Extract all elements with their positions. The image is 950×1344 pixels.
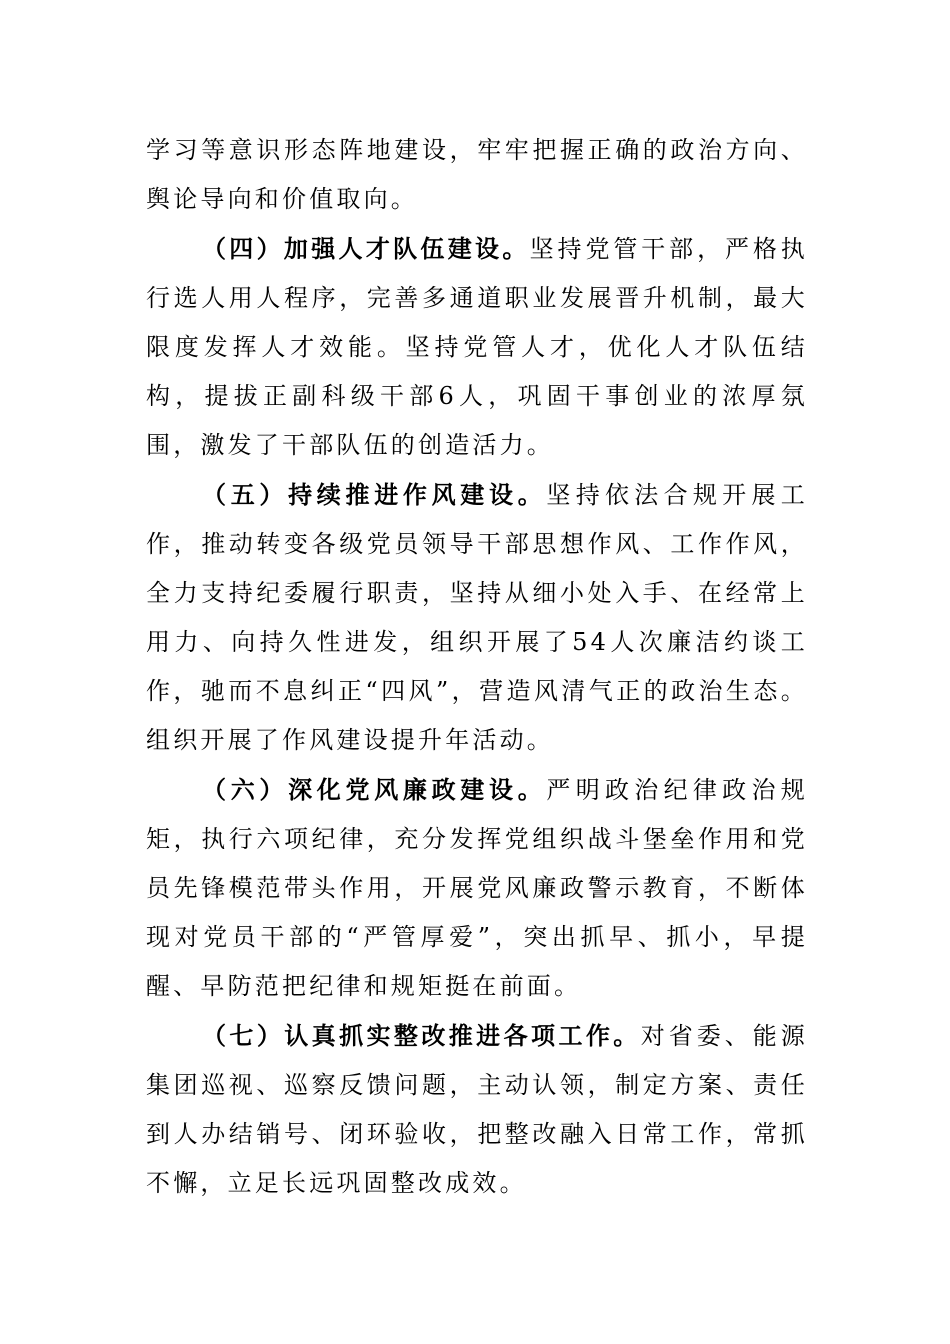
- paragraph-text: 学习等意识形态阵地建设，牢牢把握正确的政治方向、舆论导向和价值取向。: [146, 136, 808, 213]
- paragraph-text: 对省委、能源集团巡视、巡察反馈问题，主动认领，制定方案、责任到人办结销号、闭环验收，把整改融入日常工作，常抓不懈，立足长远巩固整改成效。: [146, 1022, 808, 1197]
- paragraph-talent-team: [146, 224, 808, 470]
- section-heading: （五）持续推进作风建设。: [202, 480, 547, 509]
- paragraph-text: 严明政治纪律政治规矩，执行六项纪律，充分发挥党组织战斗堡垒作用和党员先锋模范带头作用，开展党风廉政警示教育，不断体现对党员干部的“严管厚爱”，突出抓早、抓小，早提醒、早防范把纪律和规矩挺在前面。: [146, 776, 808, 1000]
- paragraph-continuation: [146, 126, 808, 224]
- paragraph-rectification: [146, 1011, 808, 1208]
- section-heading: （四）加强人才队伍建设。: [202, 234, 530, 263]
- section-heading: （六）深化党风廉政建设。: [202, 775, 547, 804]
- paragraph-text: 坚持党管干部，严格执行选人用人程序，完善多通道职业发展晋升机制，最大限度发挥人才效能。坚持党管人才，优化人才队伍结构，提拔正副科级干部6人，巩固干事创业的浓厚氛围，激发了干部队伍的创造活力。: [146, 235, 808, 459]
- section-heading: （七）认真抓实整改推进各项工作。: [202, 1021, 641, 1050]
- paragraph-work-style: [146, 470, 808, 765]
- document-body: [146, 126, 808, 1208]
- paragraph-text: 坚持依法合规开展工作，推动转变各级党员领导干部思想作风、工作作风，全力支持纪委履行职责，坚持从细小处入手、在经常上用力、向持久性进发，组织开展了54人次廉洁约谈工作，驰而不息纠正“四风”，营造风清气正的政治生态。组织开展了作风建设提升年活动。: [146, 481, 808, 754]
- paragraph-integrity: [146, 765, 808, 1011]
